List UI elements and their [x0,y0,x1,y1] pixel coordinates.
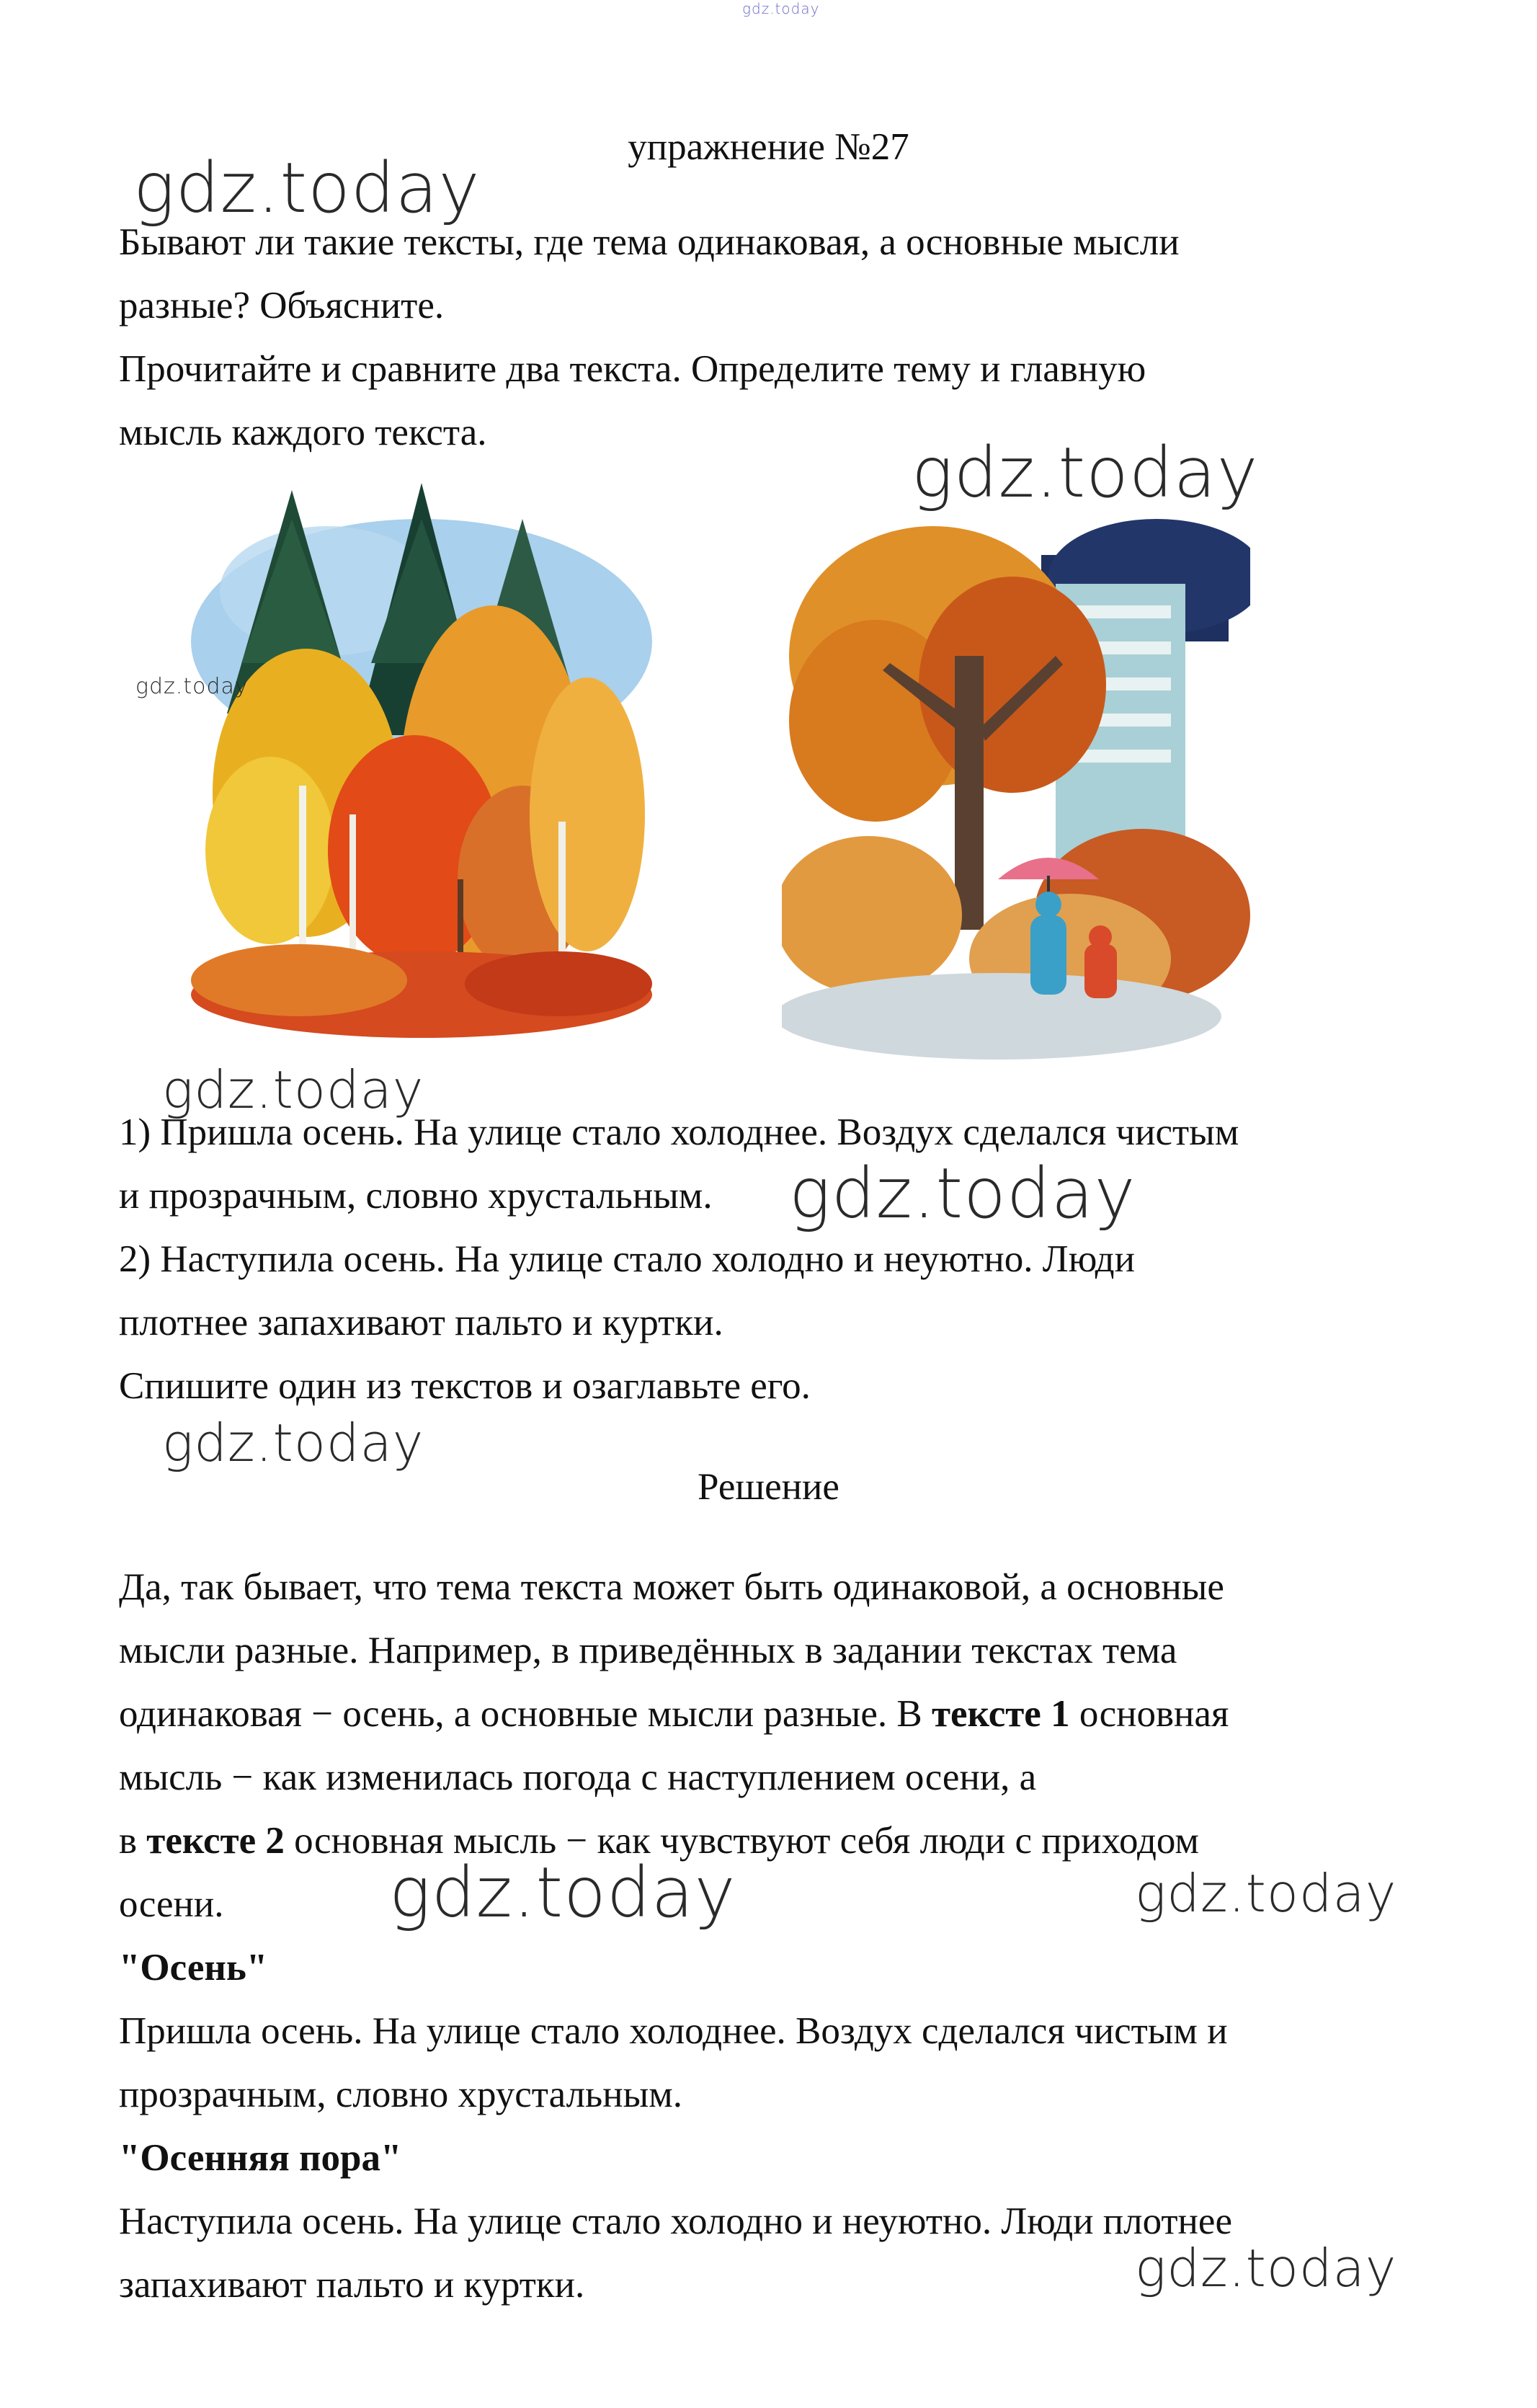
watermark-5: gdz.today [789,1153,1136,1234]
text2-line-2: плотнее запахивают пальто и куртки. [119,1302,723,1343]
solution-line-3-start: одинаковая − осень, а основные мысли разные. В [119,1693,932,1735]
text1-line-1: 1) Пришла осень. На улице стало холоднее. Воздух сделался чистым [119,1111,1239,1153]
text-1-reference: тексте 1 [931,1693,1070,1735]
instruction-line-1: Прочитайте и сравните два текста. Определите тему и главную [119,348,1146,390]
watermark-2: gdz.today [912,432,1259,513]
answer-body-2-line-1: Наступила осень. На улице стало холодно и неуютно. Люди плотнее [119,2200,1232,2242]
question-line-2: разные? Объясните. [119,285,445,326]
answer-title-2-text: "Осенняя пора" [119,2137,402,2179]
watermark-1: gdz.today [133,148,481,228]
solution-line-5-start: в [119,1820,147,1862]
solution-line-6: осени. [119,1883,224,1925]
watermark-9: gdz.today [1135,2238,1397,2298]
answer-body-1-line-2: прозрачным, словно хрустальным. [119,2074,682,2115]
watermark-3: gdz.today [135,674,249,699]
autumn-city-rain-illustration [782,512,1250,1067]
watermark-7: gdz.today [389,1852,736,1933]
solution-line-1: Да, так бывает, что тема текста может быть одинаковой, а основные [119,1566,1224,1608]
question-line-1: Бывают ли такие тексты, где тема одинаковая, а основные мысли [119,221,1180,263]
answer-body-1-line-1: Пришла осень. На улице стало холоднее. Воздух сделался чистым и [119,2010,1228,2052]
watermark-6: gdz.today [162,1413,424,1473]
instruction-line-2: мысль каждого текста. [119,412,487,453]
text1-line-2: и прозрачным, словно хрустальным. [119,1175,713,1217]
watermark-8: gdz.today [1135,1863,1397,1924]
solution-line-5-end: основная мысль − как чувствуют себя люди с приходом [284,1820,1199,1862]
text2-line-1: 2) Наступила осень. На улице стало холодно и неуютно. Люди [119,1238,1135,1280]
answer-body-2-line-2: запахивают пальто и куртки. [119,2264,585,2306]
answer-title-1 [119,1936,267,1999]
exercise-title: упражнение №27 [628,126,909,168]
solution-line-3-end: основная [1069,1693,1229,1735]
watermark-4: gdz.today [162,1059,424,1120]
answer-title-2 [119,2126,401,2190]
copy-task: Спишите один из текстов и озаглавьте его. [119,1365,811,1407]
solution-line-2: мысли разные. Например, в приведённых в задании текстах тема [119,1630,1177,1671]
solution-line-4: мысль − как изменилась погода с наступлением осени, а [119,1756,1037,1798]
solution-heading: Решение [698,1466,839,1508]
watermark-top: gdz.today [742,0,820,17]
solution-line-3 [119,1682,1229,1746]
autumn-forest-illustration [184,476,659,1038]
answer-title-1-text: "Осень" [119,1947,268,1989]
text-2-reference: тексте 2 [146,1820,285,1862]
